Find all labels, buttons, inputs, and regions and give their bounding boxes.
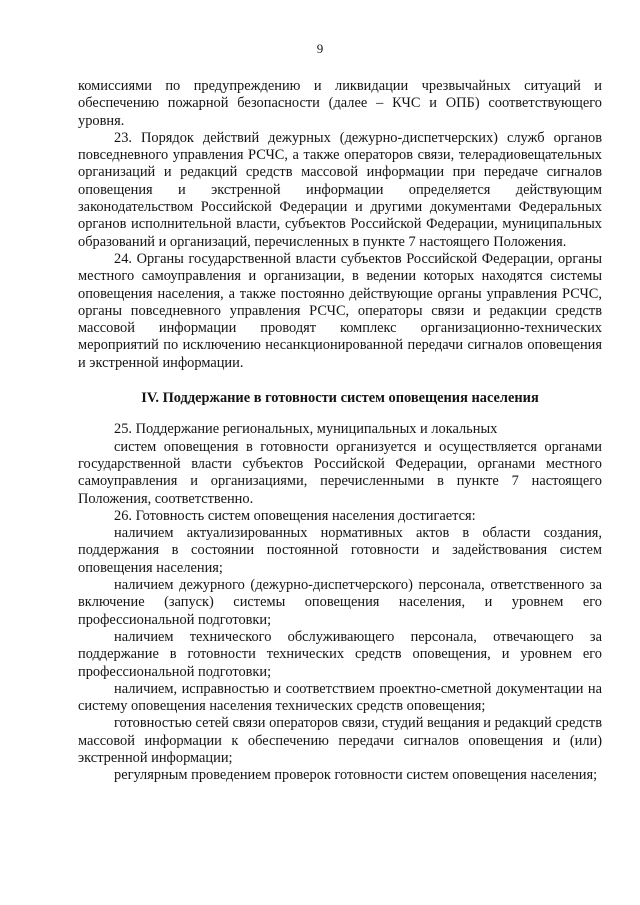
paragraph: 25. Поддержание региональных, муниципальных и локальных <box>114 421 498 438</box>
paragraph: 23. Порядок действий дежурных (дежурно-диспетчерских) служб органов повседневного управления РСЧС, а также операторов связи, телерадиовещательных организаций и редакций средств массовой информации при передаче сигналов оповещения и экстренной информации определяется действующим законодательством Российской Федерации и другими документами Федеральных органов исполнительной власти, субъектов Российской Федерации, муниципальных образований и организаций, перечисленных в пункте 7 настоящего Положения. <box>78 129 602 250</box>
paragraph: 26. Готовность систем оповещения населения достигается: <box>114 507 476 524</box>
document-body <box>78 78 602 785</box>
paragraph: наличием технического обслуживающего персонала, отвечающего за поддержание в готовности технических средств оповещения, и уровнем его профессиональной подготовки; <box>78 628 602 680</box>
paragraph: наличием дежурного (дежурно-диспетчерского) персонала, ответственного за включение (запуск) системы оповещения населения, и уровнем его профессиональной подготовки; <box>78 577 602 628</box>
paragraph: готовностью сетей связи операторов связи, студий вещания и редакций средств массовой информации к обеспечению передачи сигналов оповещения и (или) экстренной информации; <box>78 715 602 766</box>
paragraph: регулярным проведением проверок готовности систем оповещения населения; <box>114 767 598 784</box>
page-number: 9 <box>316 41 324 56</box>
paragraph: систем оповещения в готовности организуется и осуществляется органами государственной власти субъектов Российской Федерации, органами местного самоуправления и организациями, перечисленными в пункте 7 настоящего Положения, соответственно. <box>78 438 602 507</box>
section-heading: IV. Поддержание в готовности систем оповещения населения <box>141 390 539 407</box>
paragraph: 24. Органы государственной власти субъектов Российской Федерации, органы местного самоуправления и организации, в ведении которых находятся системы оповещения населения, а также постоянно действующие органы управления РСЧС, органы повседневного управления РСЧС, операторы связи и редакции средств массовой информации проводят комплекс организационно-технических мероприятий по исключению несанкционированной передачи сигналов оповещения и экстренной информации. <box>78 250 602 371</box>
paragraph: наличием актуализированных нормативных актов в области создания, поддержания в состоянии постоянной готовности и задействования систем оповещения населения; <box>78 525 602 576</box>
paragraph: наличием, исправностью и соответствием проектно-сметной документации на систему оповещения населения технических средств оповещения; <box>78 680 602 715</box>
paragraph: комиссиями по предупреждению и ликвидации чрезвычайных ситуаций и обеспечению пожарной безопасности (далее – КЧС и ОПБ) соответствующего уровня. <box>78 78 602 129</box>
paragraphs-before-heading <box>78 78 602 372</box>
paragraphs-after-heading <box>78 421 602 784</box>
